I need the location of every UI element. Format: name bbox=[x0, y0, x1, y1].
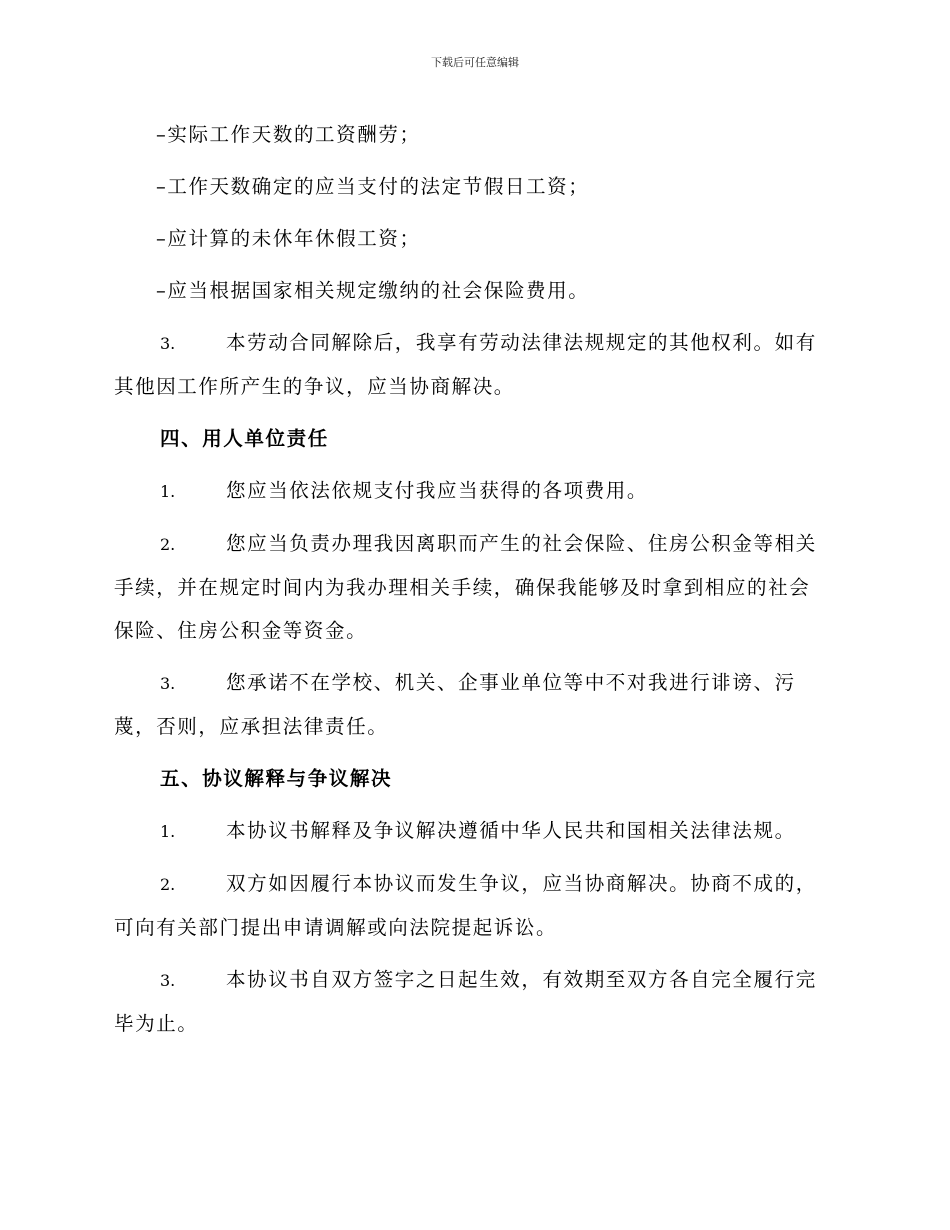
clause-5-1 bbox=[114, 809, 836, 853]
clause-text: 毕为止。 bbox=[114, 1012, 199, 1035]
bullet-item: –工作天数确定的应当支付的法定节假日工资； bbox=[156, 175, 590, 198]
clause-4-1 bbox=[114, 469, 836, 513]
clause-text: 保险、住房公积金等资金。 bbox=[114, 619, 368, 642]
clause-text: 您应当依法依规支付我应当获得的各项费用。 bbox=[226, 479, 649, 502]
clause-number: 2. bbox=[160, 875, 176, 894]
clause-4-3 bbox=[114, 661, 836, 748]
clause-4-2 bbox=[114, 522, 836, 652]
clause-text: 本协议书解释及争议解决遵循中华人民共和国相关法律法规。 bbox=[226, 819, 796, 842]
clause-text: 蔑，否则，应承担法律责任。 bbox=[114, 715, 389, 738]
clause-text: 双方如因履行本协议而发生争议，应当协商解决。协商不成的， bbox=[226, 872, 817, 895]
section-heading: 五、协议解释与争议解决 bbox=[160, 767, 393, 790]
clause-number: 1. bbox=[160, 482, 176, 501]
clause-number: 1. bbox=[160, 822, 176, 841]
clause-5-2 bbox=[114, 862, 836, 949]
bullet-item: –实际工作天数的工资酬劳； bbox=[156, 123, 421, 146]
clause-number: 3. bbox=[160, 971, 176, 990]
clause-text: 您应当负责办理我因离职而产生的社会保险、住房公积金等相关 bbox=[226, 532, 817, 555]
section-heading: 四、用人单位责任 bbox=[160, 427, 329, 450]
clause-5-3 bbox=[114, 958, 836, 1045]
clause-text: 本劳动合同解除后，我享有劳动法律法规规定的其他权利。如有 bbox=[226, 331, 817, 354]
clause-text: 其他因工作所产生的争议，应当协商解决。 bbox=[114, 375, 515, 398]
bullet-item: –应当根据国家相关规定缴纳的社会保险费用。 bbox=[156, 279, 590, 302]
clause-number: 3. bbox=[160, 674, 176, 693]
clause-text: 可向有关部门提出申请调解或向法院提起诉讼。 bbox=[114, 916, 558, 939]
clause-text: 您承诺不在学校、机关、企事业单位等中不对我进行诽谤、污 bbox=[226, 671, 796, 694]
clause-number: 2. bbox=[160, 535, 176, 554]
clause-text: 本协议书自双方签字之日起生效，有效期至双方各自完全履行完 bbox=[226, 968, 817, 991]
clause-text: 手续，并在规定时间内为我办理相关手续，确保我能够及时拿到相应的社会 bbox=[114, 576, 811, 599]
clause-3-3 bbox=[114, 321, 836, 408]
bullet-item: –应计算的未休年休假工资； bbox=[156, 227, 421, 250]
document-body bbox=[114, 113, 836, 1054]
page-header: 下载后可任意编辑 bbox=[431, 56, 519, 69]
clause-number: 3. bbox=[160, 334, 176, 353]
